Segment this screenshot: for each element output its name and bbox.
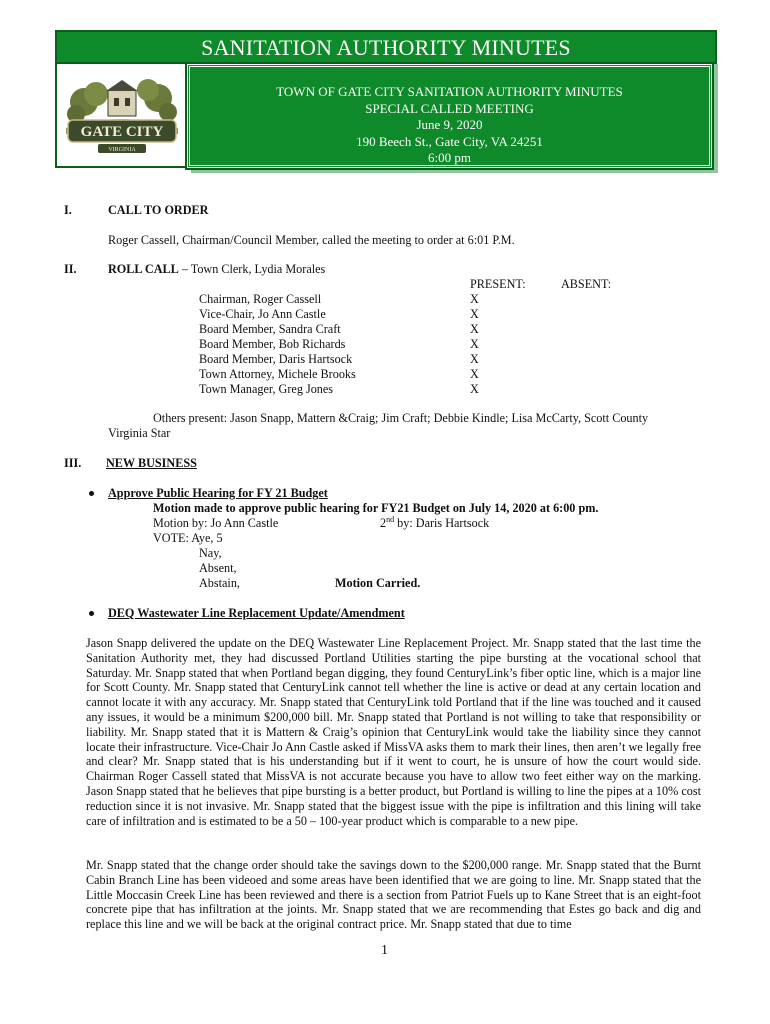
section-2-heading: ROLL CALL <box>108 262 179 276</box>
vote-nay: Nay, <box>199 546 222 560</box>
item-1-title: Approve Public Hearing for FY 21 Budget <box>108 486 328 500</box>
bullet-icon <box>89 611 94 616</box>
header-shadow-bottom <box>191 168 718 173</box>
meeting-time-line: 6:00 pm <box>428 150 471 165</box>
second-number: 2 <box>380 516 387 530</box>
meeting-title-line: TOWN OF GATE CITY SANITATION AUTHORITY MINUTES <box>276 84 623 99</box>
vote-absent: Absent, <box>199 561 237 575</box>
vote-aye: VOTE: Aye, 5 <box>153 531 223 545</box>
present-column-label: PRESENT: <box>470 277 526 291</box>
roll-member-name: Chairman, Roger Cassell <box>199 292 322 306</box>
item-1-second <box>380 516 489 531</box>
roll-member-name: Board Member, Sandra Craft <box>199 322 341 336</box>
roll-member-name: Town Manager, Greg Jones <box>199 382 334 396</box>
second-name: by: Daris Hartsock <box>394 516 490 530</box>
roll-member-present: X <box>470 322 479 336</box>
section-2-heading-suffix: – Town Clerk, Lydia Morales <box>178 262 326 276</box>
motion-result: Motion Carried. <box>335 576 421 590</box>
meeting-address-line: 190 Beech St., Gate City, VA 24251 <box>356 133 543 149</box>
meeting-date-line: June 9, 2020 <box>416 117 483 132</box>
vote-abstain: Abstain, <box>199 576 240 590</box>
roll-member-name: Vice-Chair, Jo Ann Castle <box>199 307 326 321</box>
roll-member-name: Board Member, Daris Hartsock <box>199 352 353 366</box>
roll-member-present: X <box>470 292 479 306</box>
item-1-motion: Motion made to approve public hearing for FY21 Budget on July 14, 2020 at 6:00 pm. <box>153 501 599 515</box>
others-present-line-2: Virginia Star <box>108 426 171 440</box>
update-paragraph-1: Jason Snapp delivered the update on the DEQ Wastewater Line Replacement Project. Mr. Snapp stated that the last time the Sanitation Authority met, they had discussed Portland Utilities starting the pipe bursting at the vocational school that Saturday. Mr. Snapp stated that when Portland began digging, they found CenturyLink’s fiber optic line, which is a major line for Scott County. Mr. Snapp stated that CenturyLink cannot tell whether the line is active or dead at any certain location and cannot locate it with any accuracy. Mr. Snapp stated that CenturyLink told Portland that if the line was touched and it caused any issues, it would be a minimum $200,000 bill. Mr. Snapp stated that Portland is not willing to take that responsibility or liability. Mr. Snapp stated that it is Mattern & Craig’s opinion that CenturyLink would take the liability since they cannot locate their infrastructure. Vice-Chair Jo Ann Castle asked if MissVA asks them to mark their lines, then aren’t we legally free and clear? Mr. Snapp stated that is his understanding but if it went to court, he is unsure of how the court would side. Chairman Roger Cassell stated that MissVA is not accurate because you have to allow two feet either way on the marking. Jason Snapp stated that he believes that pipe bursting is a better product, but Portland is willing to line the pipes at a 10% cost reduction since it is not invasive. Mr. Snapp stated that the biggest issue with the pipe is infiltration and this lining will take care of infiltration and is estimated to be a 50 – 100-year product which is comparable to a new pipe. <box>86 636 701 828</box>
section-2-heading-line <box>108 262 325 277</box>
bullet-icon <box>89 491 94 496</box>
section-3-numeral: III. <box>64 456 82 470</box>
roll-member-present: X <box>470 352 479 366</box>
gate-city-logo-icon <box>62 70 182 162</box>
logo-text: GATE CITY <box>80 124 164 140</box>
meeting-info-box <box>187 64 712 168</box>
meeting-type-line: SPECIAL CALLED MEETING <box>365 100 534 116</box>
section-3-heading: NEW BUSINESS <box>106 456 197 470</box>
roll-member-present: X <box>470 367 479 381</box>
others-present-line-1: Others present: Jason Snapp, Mattern &Craig; Jim Craft; Debbie Kindle; Lisa McCarty, Scott County <box>153 411 649 425</box>
section-1-numeral: I. <box>64 203 72 217</box>
logo-subtext: VIRGINIA <box>108 147 136 153</box>
absent-column-label: ABSENT: <box>561 277 612 291</box>
banner-title: SANITATION AUTHORITY MINUTES <box>55 30 717 64</box>
roll-member-name: Town Attorney, Michele Brooks <box>199 367 356 381</box>
page-number: 1 <box>381 943 388 958</box>
second-superscript: nd <box>386 514 395 524</box>
section-2-numeral: II. <box>64 262 77 276</box>
update-paragraph-2: Mr. Snapp stated that the change order should take the savings down to the $200,000 range. Mr. Snapp stated that the Burnt Cabin Branch Line has been videoed and some areas have been identified that we are going to line. Mr. Snapp stated that the Little Moccasin Creek Line has been reviewed and there is a section from Patriot Fuels up to Kane Street that is an eight-foot concrete pipe that has infiltration at the joints. Mr. Snapp stated that we are recommending that Estes go back and dig and replace this line and we will be back at the original contract price. Mr. Snapp stated that due to time <box>86 858 701 932</box>
call-to-order-text: Roger Cassell, Chairman/Council Member, called the meeting to order at 6:01 P.M. <box>108 233 515 247</box>
item-2-title: DEQ Wastewater Line Replacement Update/Amendment <box>108 606 405 620</box>
header-shadow-right <box>712 64 718 172</box>
roll-member-present: X <box>470 337 479 351</box>
roll-member-name: Board Member, Bob Richards <box>199 337 346 351</box>
section-1-heading: CALL TO ORDER <box>108 203 209 217</box>
item-1-motion-by: Motion by: Jo Ann Castle <box>153 516 279 530</box>
roll-member-present: X <box>470 307 479 321</box>
roll-member-present: X <box>470 382 479 396</box>
